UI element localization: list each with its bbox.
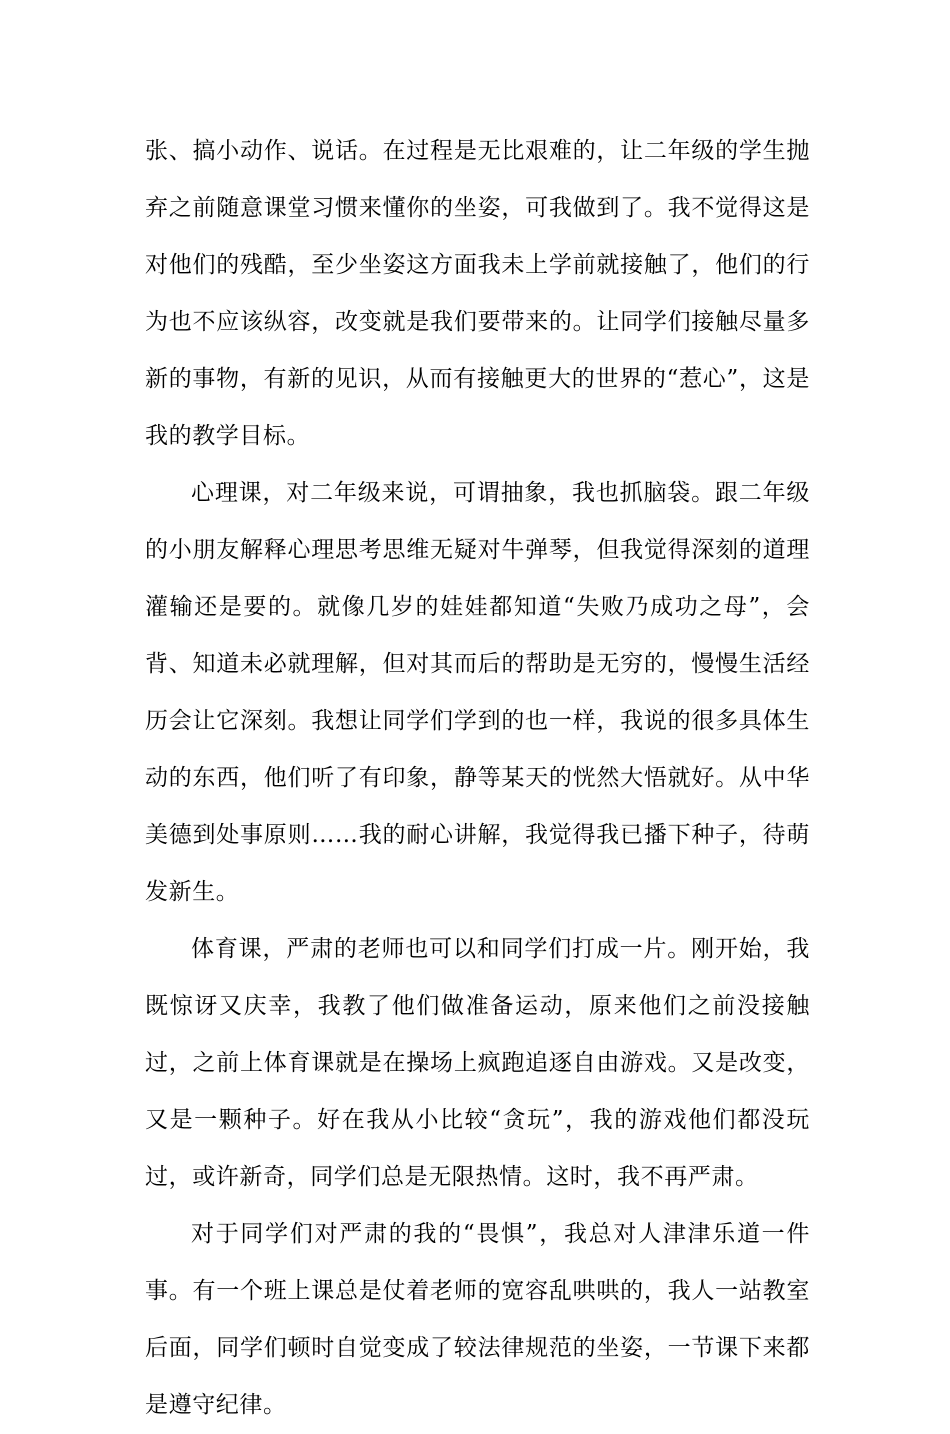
paragraph-discipline-story: 对于同学们对严肃的我的“畏惧”，我总对人津津乐道一件事。有一个班上课总是仗着老师的宽容乱哄哄的，我人一站教室后面，同学们顿时自觉变成了较法律规范的坐姿，一节课下来都是遵守纪律。: [145, 1221, 810, 1418]
paragraph-continuation: 张、搞小动作、说话。在过程是无比艰难的，让二年级的学生抛弃之前随意课堂习惯来懂你的坐姿，可我做到了。我不觉得这是对他们的残酷，至少坐姿这方面我未上学前就接触了，他们的行为也不应该纵容，改变就是我们要带来的。让同学们接触尽量多新的事物，有新的见识，从而有接触更大的世界的“惹心”，这是我的教学目标。: [145, 138, 810, 449]
document-body: [145, 123, 810, 1434]
paragraph-pe-class: 体育课，严肃的老师也可以和同学们打成一片。刚开始，我既惊讶又庆幸，我教了他们做准备运动，原来他们之前没接触过，之前上体育课就是在操场上疯跑追逐自由游戏。又是改变，又是一颗种子。好在我从小比较“贪玩”，我的游戏他们都没玩过，或许新奇，同学们总是无限热情。这时，我不再严肃。: [145, 936, 810, 1190]
paragraph-psychology-class: 心理课，对二年级来说，可谓抽象，我也抓脑袋。跟二年级的小朋友解释心理思考思维无疑对牛弹琴，但我觉得深刻的道理灌输还是要的。就像几岁的娃娃都知道“失败乃成功之母”，会背、知道未必就理解，但对其而后的帮助是无穷的，慢慢生活经历会让它深刻。我想让同学们学到的也一样，我说的很多具体生动的东西，他们听了有印象，静等某天的恍然大悟就好。从中华美德到处事原则……我的耐心讲解，我觉得我已播下种子，待萌发新生。: [145, 480, 810, 905]
